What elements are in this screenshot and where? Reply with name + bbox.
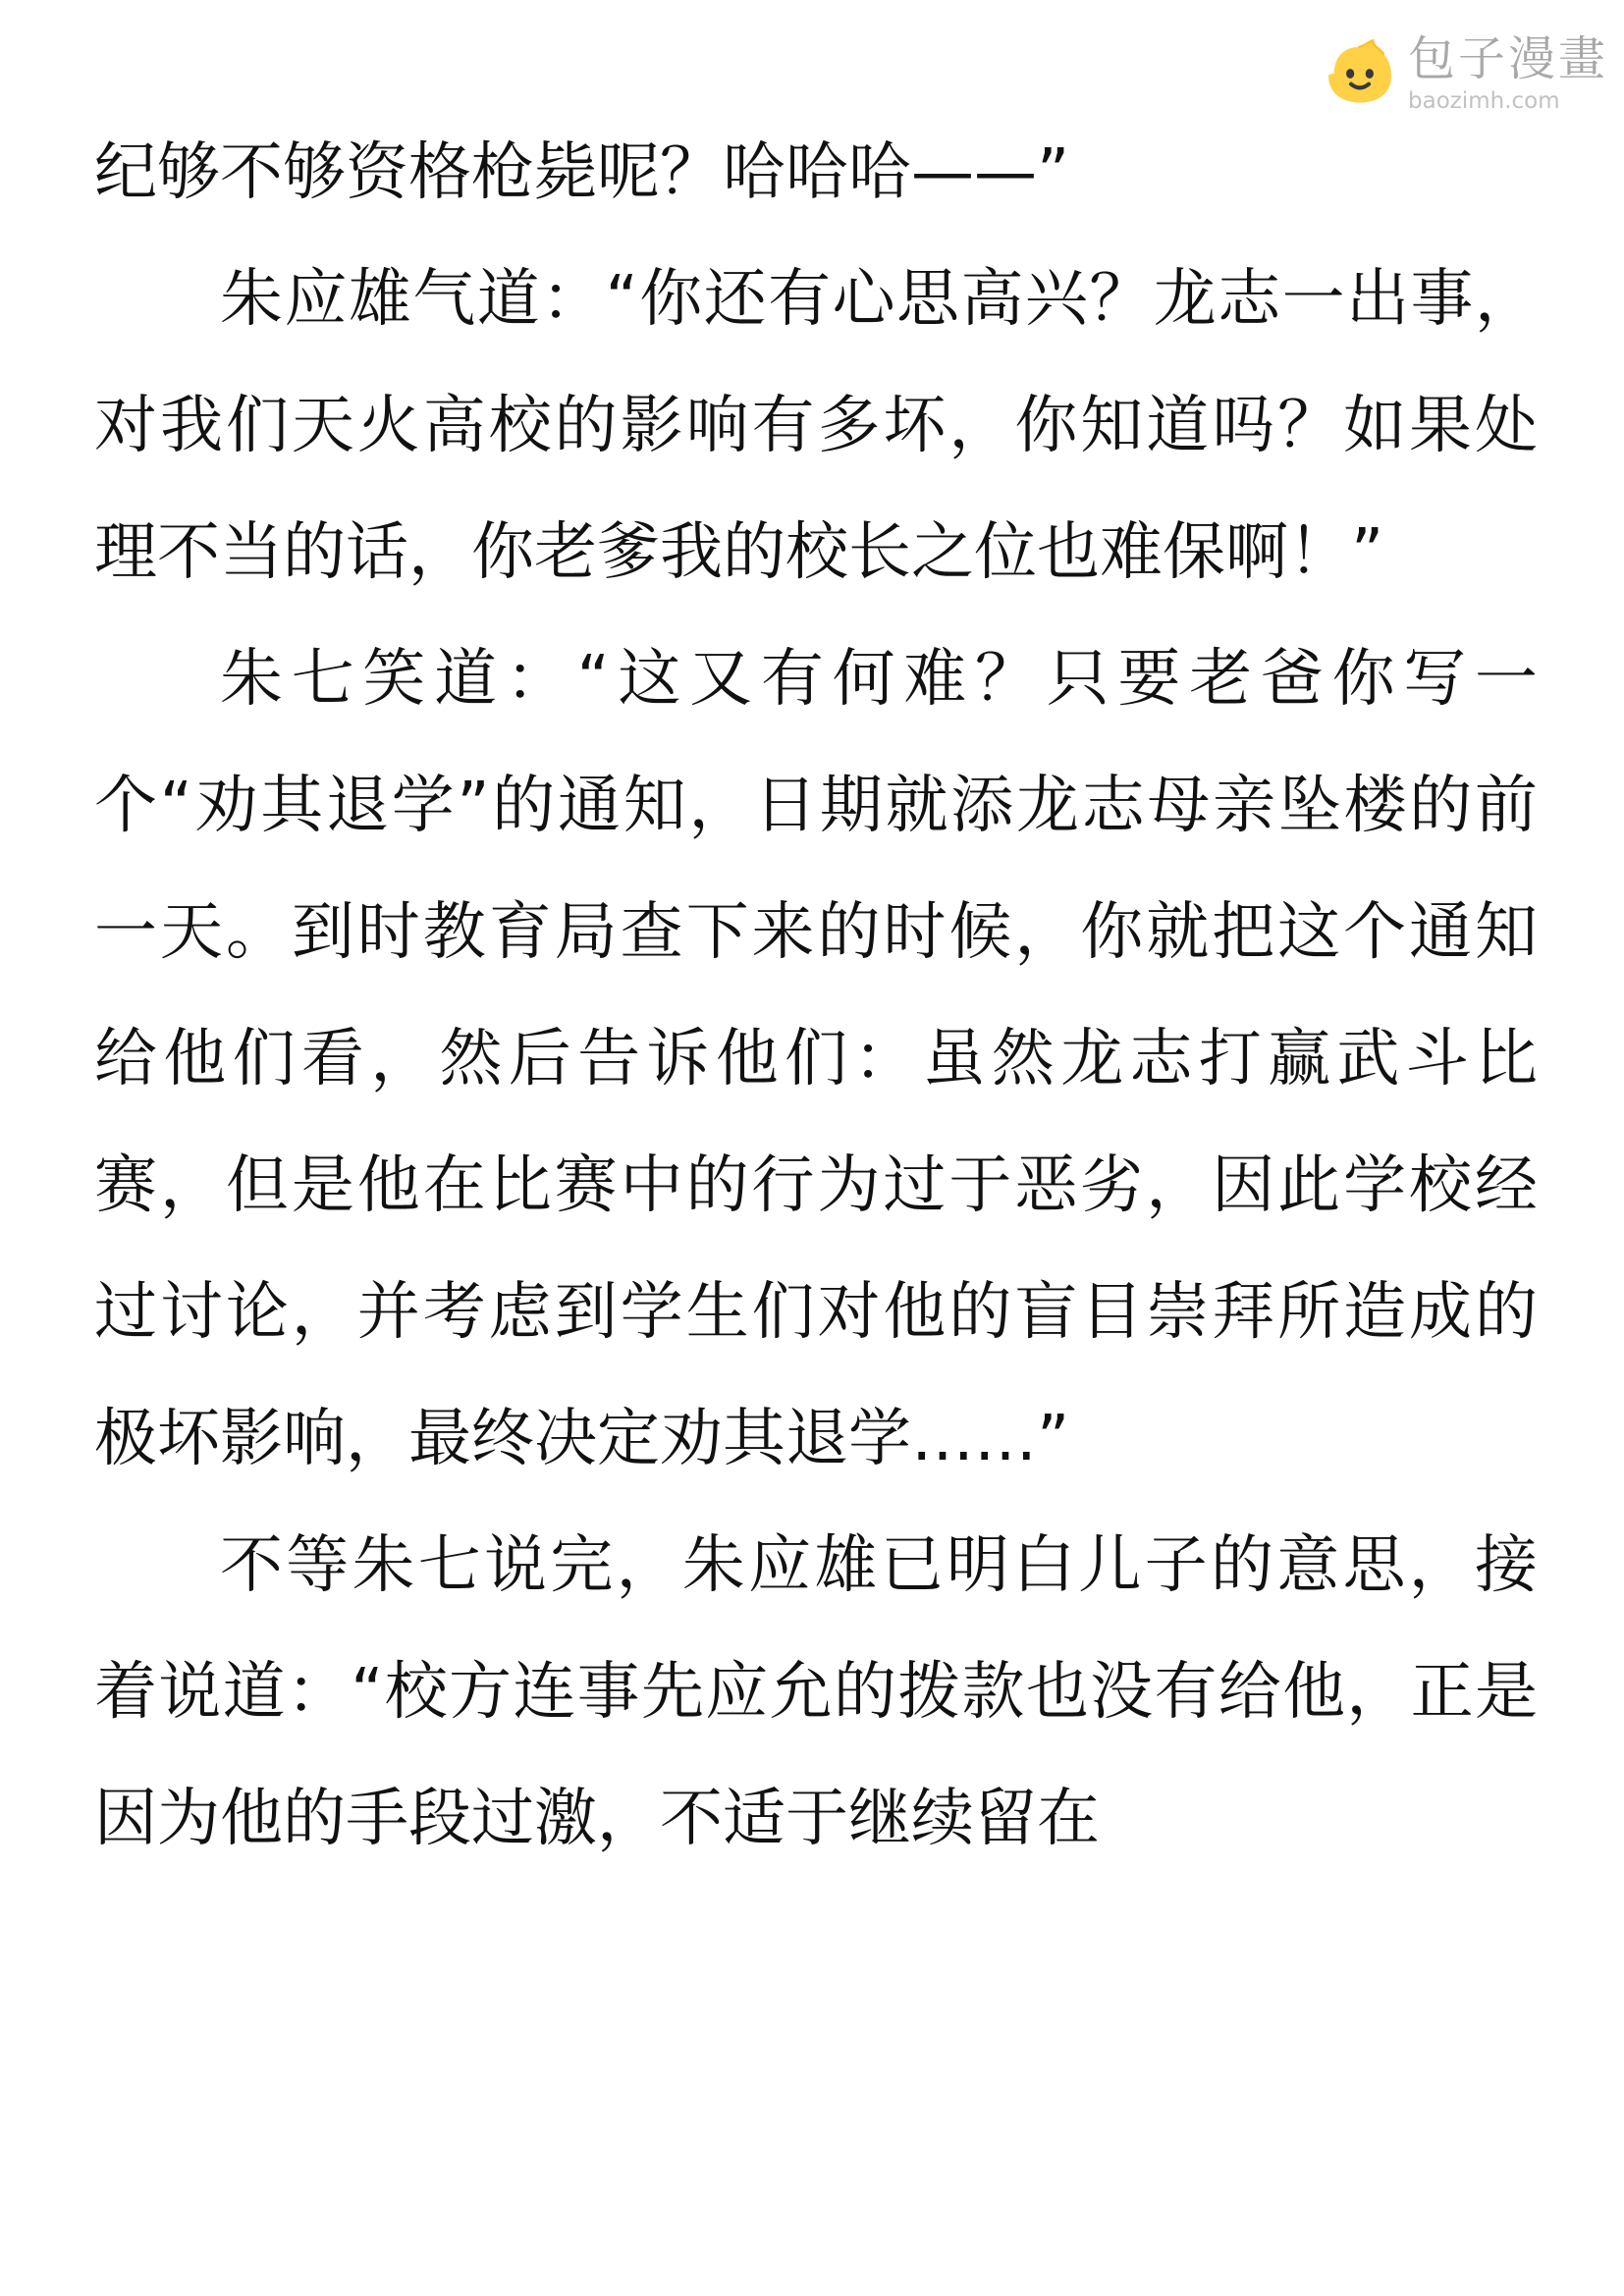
paragraph-continuation: 纪够不够资格枪毙呢？哈哈哈——” (94, 136, 1070, 209)
baozimh-watermark (1320, 30, 1609, 114)
watermark-domain: baozimh.com (1408, 87, 1560, 114)
paragraph-zhu-yingxiong-angry: 朱应雄气道：“你还有心思高兴？龙志一出事，对我们天火高校的影响有多坏，你知道吗？如果处理不当的话，你老爹我的校长之位也难保啊！” (94, 263, 1538, 589)
paragraph-zhu-yingxiong-response: 不等朱七说完，朱应雄已明白儿子的意思，接着说道：“校方连事先应允的拨款也没有给他，正是因为他的手段过激，不适于继续留在 (94, 1529, 1538, 1855)
novel-page-text (94, 110, 1538, 2191)
watermark-title: 包子漫畫 (1408, 30, 1609, 86)
watermark-text (1408, 30, 1609, 114)
paragraph-zhu-qi-plan: 朱七笑道：“这又有何难？只要老爸你写一个“劝其退学”的通知，日期就添龙志母亲坠楼的前一天。到时教育局查下来的时候，你就把这个通知给他们看，然后告诉他们：虽然龙志打赢武斗比赛，但是他在比赛中的行为过于恶劣，因此学校经过讨论，并考虑到学生们对他的盲目崇拜所造成的极坏影响，最终决定劝其退学……” (94, 643, 1538, 1475)
bun-face-icon (1320, 33, 1400, 114)
